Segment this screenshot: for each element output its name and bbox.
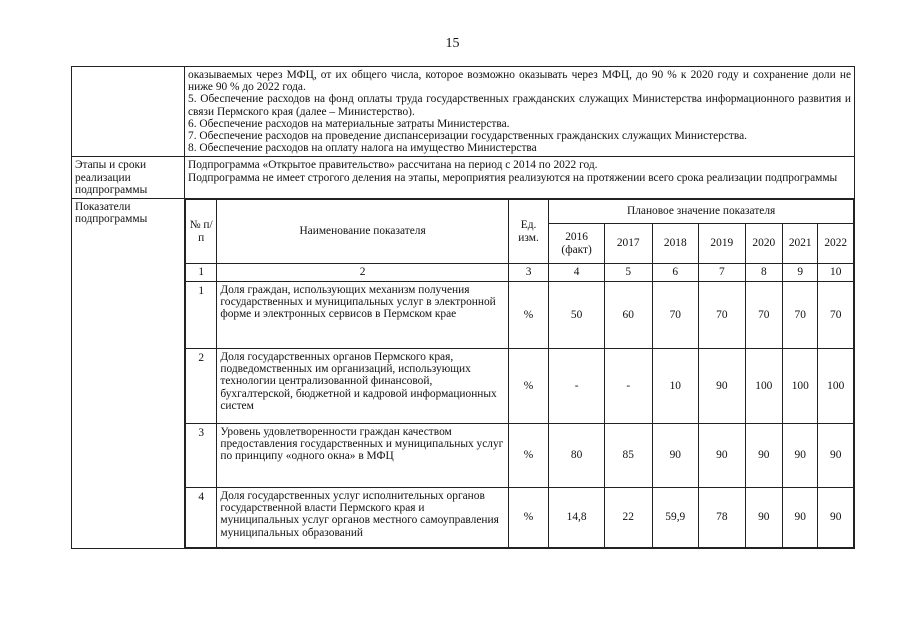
intro-line: 7. Обеспечение расходов на проведение диспансеризации государственных гражданских служащих Министерства. (188, 130, 748, 143)
page-number: 15 (445, 36, 460, 51)
stages-line: Подпрограмма «Открытое правительство» рассчитана на период с 2014 по 2022 год. (188, 159, 598, 172)
column-number: 2 (217, 264, 508, 282)
row-value: 70 (818, 282, 854, 349)
row-num: 1 (186, 282, 217, 349)
indicators-label: Показатели подпрограммы (72, 199, 185, 549)
row-unit: % (508, 349, 548, 424)
row-value: 60 (604, 282, 652, 349)
column-number: 3 (508, 264, 548, 282)
column-number: 8 (745, 264, 782, 282)
header-year: 2020 (745, 224, 782, 264)
row-value: 14,8 (549, 488, 605, 548)
column-number: 9 (783, 264, 818, 282)
row-name: Доля государственных услуг исполнительных органов государственной власти Пермского края и муниципальных услуг органов местного самоуправления муниципальных образований (217, 488, 508, 548)
row-value: 100 (783, 349, 818, 424)
header-num: № п/п (186, 200, 217, 264)
stages-label: Этапы и сроки реализации подпрограммы (72, 157, 185, 199)
row-value: 90 (783, 424, 818, 488)
row-value: 80 (549, 424, 605, 488)
row-value: 70 (783, 282, 818, 349)
header-year: 2021 (783, 224, 818, 264)
row-value: 70 (699, 282, 746, 349)
passport-table (71, 66, 855, 549)
intro-label-cell (72, 67, 185, 157)
row-value: 90 (745, 424, 782, 488)
column-number: 7 (699, 264, 746, 282)
row-name: Доля граждан, использующих механизм получения государственных и муниципальных услуг в электронной форме и электронных сервисов в Пермском крае (217, 282, 508, 349)
column-number: 10 (818, 264, 854, 282)
header-name: Наименование показателя (217, 200, 508, 264)
row-value: - (549, 349, 605, 424)
table-row (186, 424, 854, 488)
intro-line: оказываемых через МФЦ, от их общего числа, которое возможно оказывать через МФЦ, до 90 % к 2020 году и сохранение доли не ниже 90 % до 2022 года. (188, 69, 851, 94)
row-value: 90 (699, 349, 746, 424)
row-value: 85 (604, 424, 652, 488)
row-value: 90 (699, 424, 746, 488)
table-row (186, 349, 854, 424)
column-number-row (186, 264, 854, 282)
indicators-row (72, 199, 855, 549)
column-number: 1 (186, 264, 217, 282)
row-unit: % (508, 282, 548, 349)
row-num: 4 (186, 488, 217, 548)
row-num: 2 (186, 349, 217, 424)
row-value: 10 (652, 349, 699, 424)
row-value: 59,9 (652, 488, 699, 548)
header-unit: Ед. изм. (508, 200, 548, 264)
table-row (186, 488, 854, 548)
row-name: Доля государственных органов Пермского края, подведомственных им организаций, использующих технологии централизованной финансовой, бухгалтерской, бюджетной и кадровой информационных систем (217, 349, 508, 424)
column-number: 4 (549, 264, 605, 282)
header-year: 2016 (факт) (549, 224, 605, 264)
row-name: Уровень удовлетворенности граждан качеством предоставления государственных и муниципальных услуг по принципу «одного окна» в МФЦ (217, 424, 508, 488)
header-year: 2017 (604, 224, 652, 264)
stages-text-cell (185, 157, 855, 199)
row-value: 90 (818, 424, 854, 488)
row-num: 3 (186, 424, 217, 488)
row-value: - (604, 349, 652, 424)
row-value: 70 (745, 282, 782, 349)
header-year: 2018 (652, 224, 699, 264)
row-unit: % (508, 424, 548, 488)
indicators-table-host (185, 199, 855, 549)
header-planned: Плановое значение показателя (549, 200, 854, 224)
column-number: 5 (604, 264, 652, 282)
row-value: 100 (745, 349, 782, 424)
intro-line: 6. Обеспечение расходов на материальные затраты Министерства. (188, 117, 510, 130)
row-value: 22 (604, 488, 652, 548)
header-year: 2022 (818, 224, 854, 264)
intro-row (72, 67, 855, 157)
row-value: 78 (699, 488, 746, 548)
column-number: 6 (652, 264, 699, 282)
stages-row (72, 157, 855, 199)
row-value: 100 (818, 349, 854, 424)
indicators-table (185, 199, 854, 548)
row-value: 90 (783, 488, 818, 548)
header-year: 2019 (699, 224, 746, 264)
row-value: 50 (549, 282, 605, 349)
table-row (186, 282, 854, 349)
intro-text-cell (185, 67, 855, 157)
row-value: 90 (818, 488, 854, 548)
stages-line: Подпрограмма не имеет строгого деления на этапы, мероприятия реализуются на протяжении всего срока реализации подпрограммы (188, 171, 838, 184)
intro-line: 5. Обеспечение расходов на фонд оплаты труда государственных гражданских служащих Министерства информационного развития и связи Пермского края (далее – Министерство). (188, 93, 851, 118)
row-value: 90 (652, 424, 699, 488)
row-unit: % (508, 488, 548, 548)
intro-line: 8. Обеспечение расходов на оплату налога на имущество Министерства (188, 142, 537, 155)
row-value: 70 (652, 282, 699, 349)
header-row-1 (186, 200, 854, 224)
row-value: 90 (745, 488, 782, 548)
